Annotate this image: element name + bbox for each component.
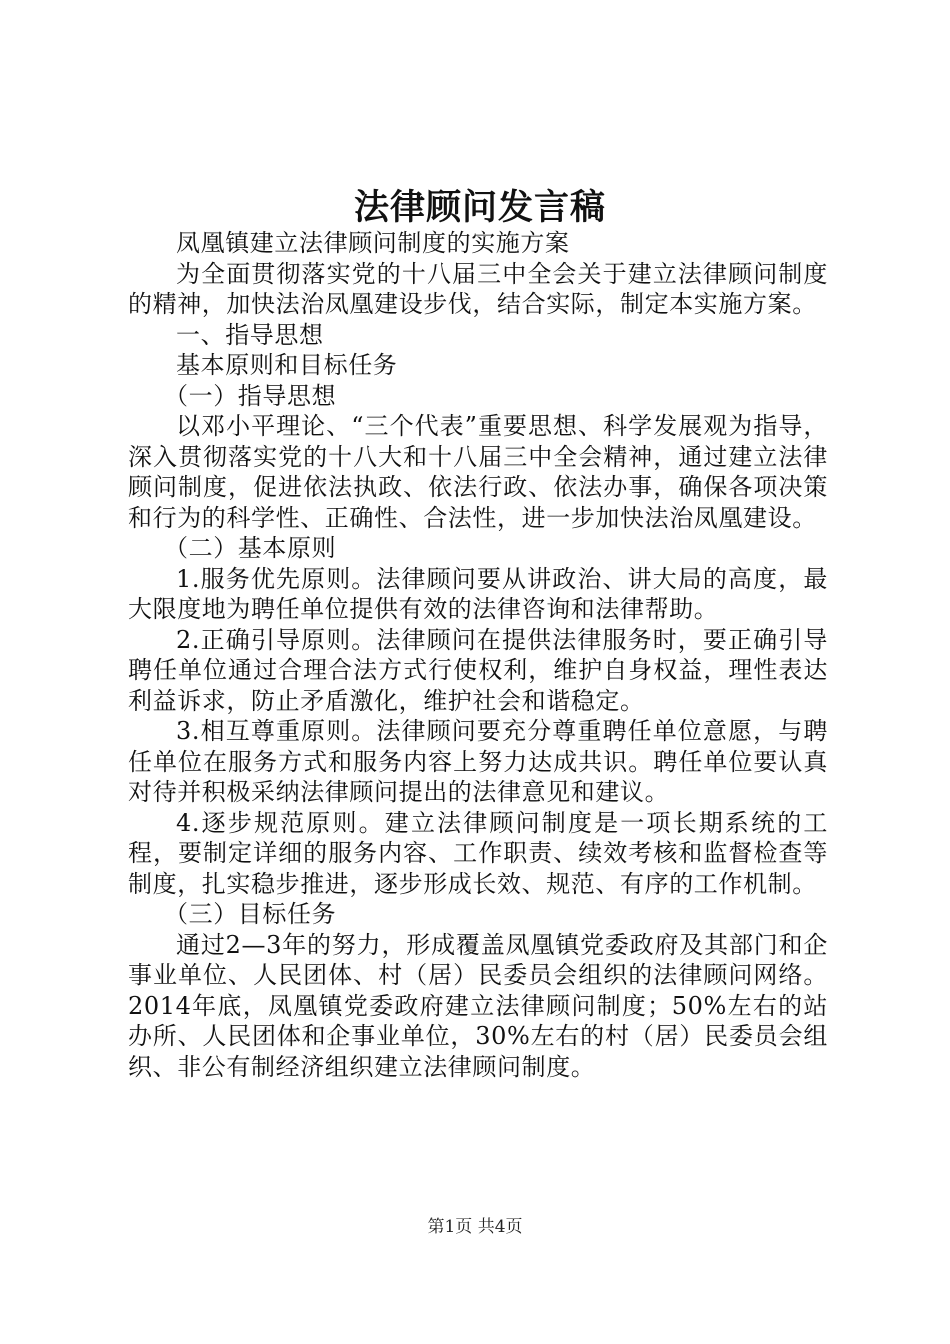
section-heading-guiding-thought: 一、指导思想 <box>176 320 324 349</box>
paragraph-guiding-thought: 以邓小平理论、“三个代表”重要思想、科学发展观为指导，深入贯彻落实党的十八大和十八届三中全会精神，通过建立法律顾问制度，促进依法执政、依法行政、依法办事，确保各项决策和行为的科学性、正确性、合法性，进一步加快法治凤凰建设。 <box>128 412 828 532</box>
subsection-heading-3: （三）目标任务 <box>164 900 337 928</box>
paragraph-goals: 通过2—3年的努力，形成覆盖凤凰镇党委政府及其部门和企事业单位、人民团体、村（居）民委员会组织的法律顾问网络。2014年底，凤凰镇党委政府建立法律顾问制度；50%左右的站办所、人民团体和企事业单位，30%左右的村（居）民委员会组织、非公有制经济组织建立法律顾问制度。 <box>128 930 828 1081</box>
paragraph-principle-4: 4.逐步规范原则。建立法律顾问制度是一项长期系统的工程，要制定详细的服务内容、工作职责、续效考核和监督检查等制度，扎实稳步推进，逐步形成长效、规范、有序的工作机制。 <box>128 808 828 898</box>
paragraph-intro: 为全面贯彻落实党的十八届三中全会关于建立法律顾问制度的精神，加快法治凤凰建设步伐，结合实际，制定本实施方案。 <box>128 259 828 318</box>
page-number-footer: 第1页 共4页 <box>427 1217 523 1237</box>
document-body <box>128 228 828 1082</box>
document-title: 法律顾问发言稿 <box>353 187 606 228</box>
subsection-heading-1: （一）指导思想 <box>164 381 337 410</box>
subsection-heading-2: （二）基本原则 <box>164 534 337 562</box>
section-heading-principles-goals: 基本原则和目标任务 <box>176 351 398 379</box>
paragraph-principle-1: 1.服务优先原则。法律顾问要从讲政治、讲大局的高度，最大限度地为聘任单位提供有效的法律咨询和法律帮助。 <box>128 564 828 623</box>
paragraph-principle-2: 2.正确引导原则。法律顾问在提供法律服务时，要正确引导聘任单位通过合理合法方式行使权利，维护自身权益，理性表达利益诉求，防止矛盾激化，维护社会和谐稳定。 <box>128 625 828 715</box>
paragraph-subtitle: 凤凰镇建立法律顾问制度的实施方案 <box>176 229 570 257</box>
paragraph-principle-3: 3.相互尊重原则。法律顾问要充分尊重聘任单位意愿，与聘任单位在服务方式和服务内容上努力达成共识。聘任单位要认真对待并积极采纳法律顾问提出的法律意见和建议。 <box>128 717 828 806</box>
